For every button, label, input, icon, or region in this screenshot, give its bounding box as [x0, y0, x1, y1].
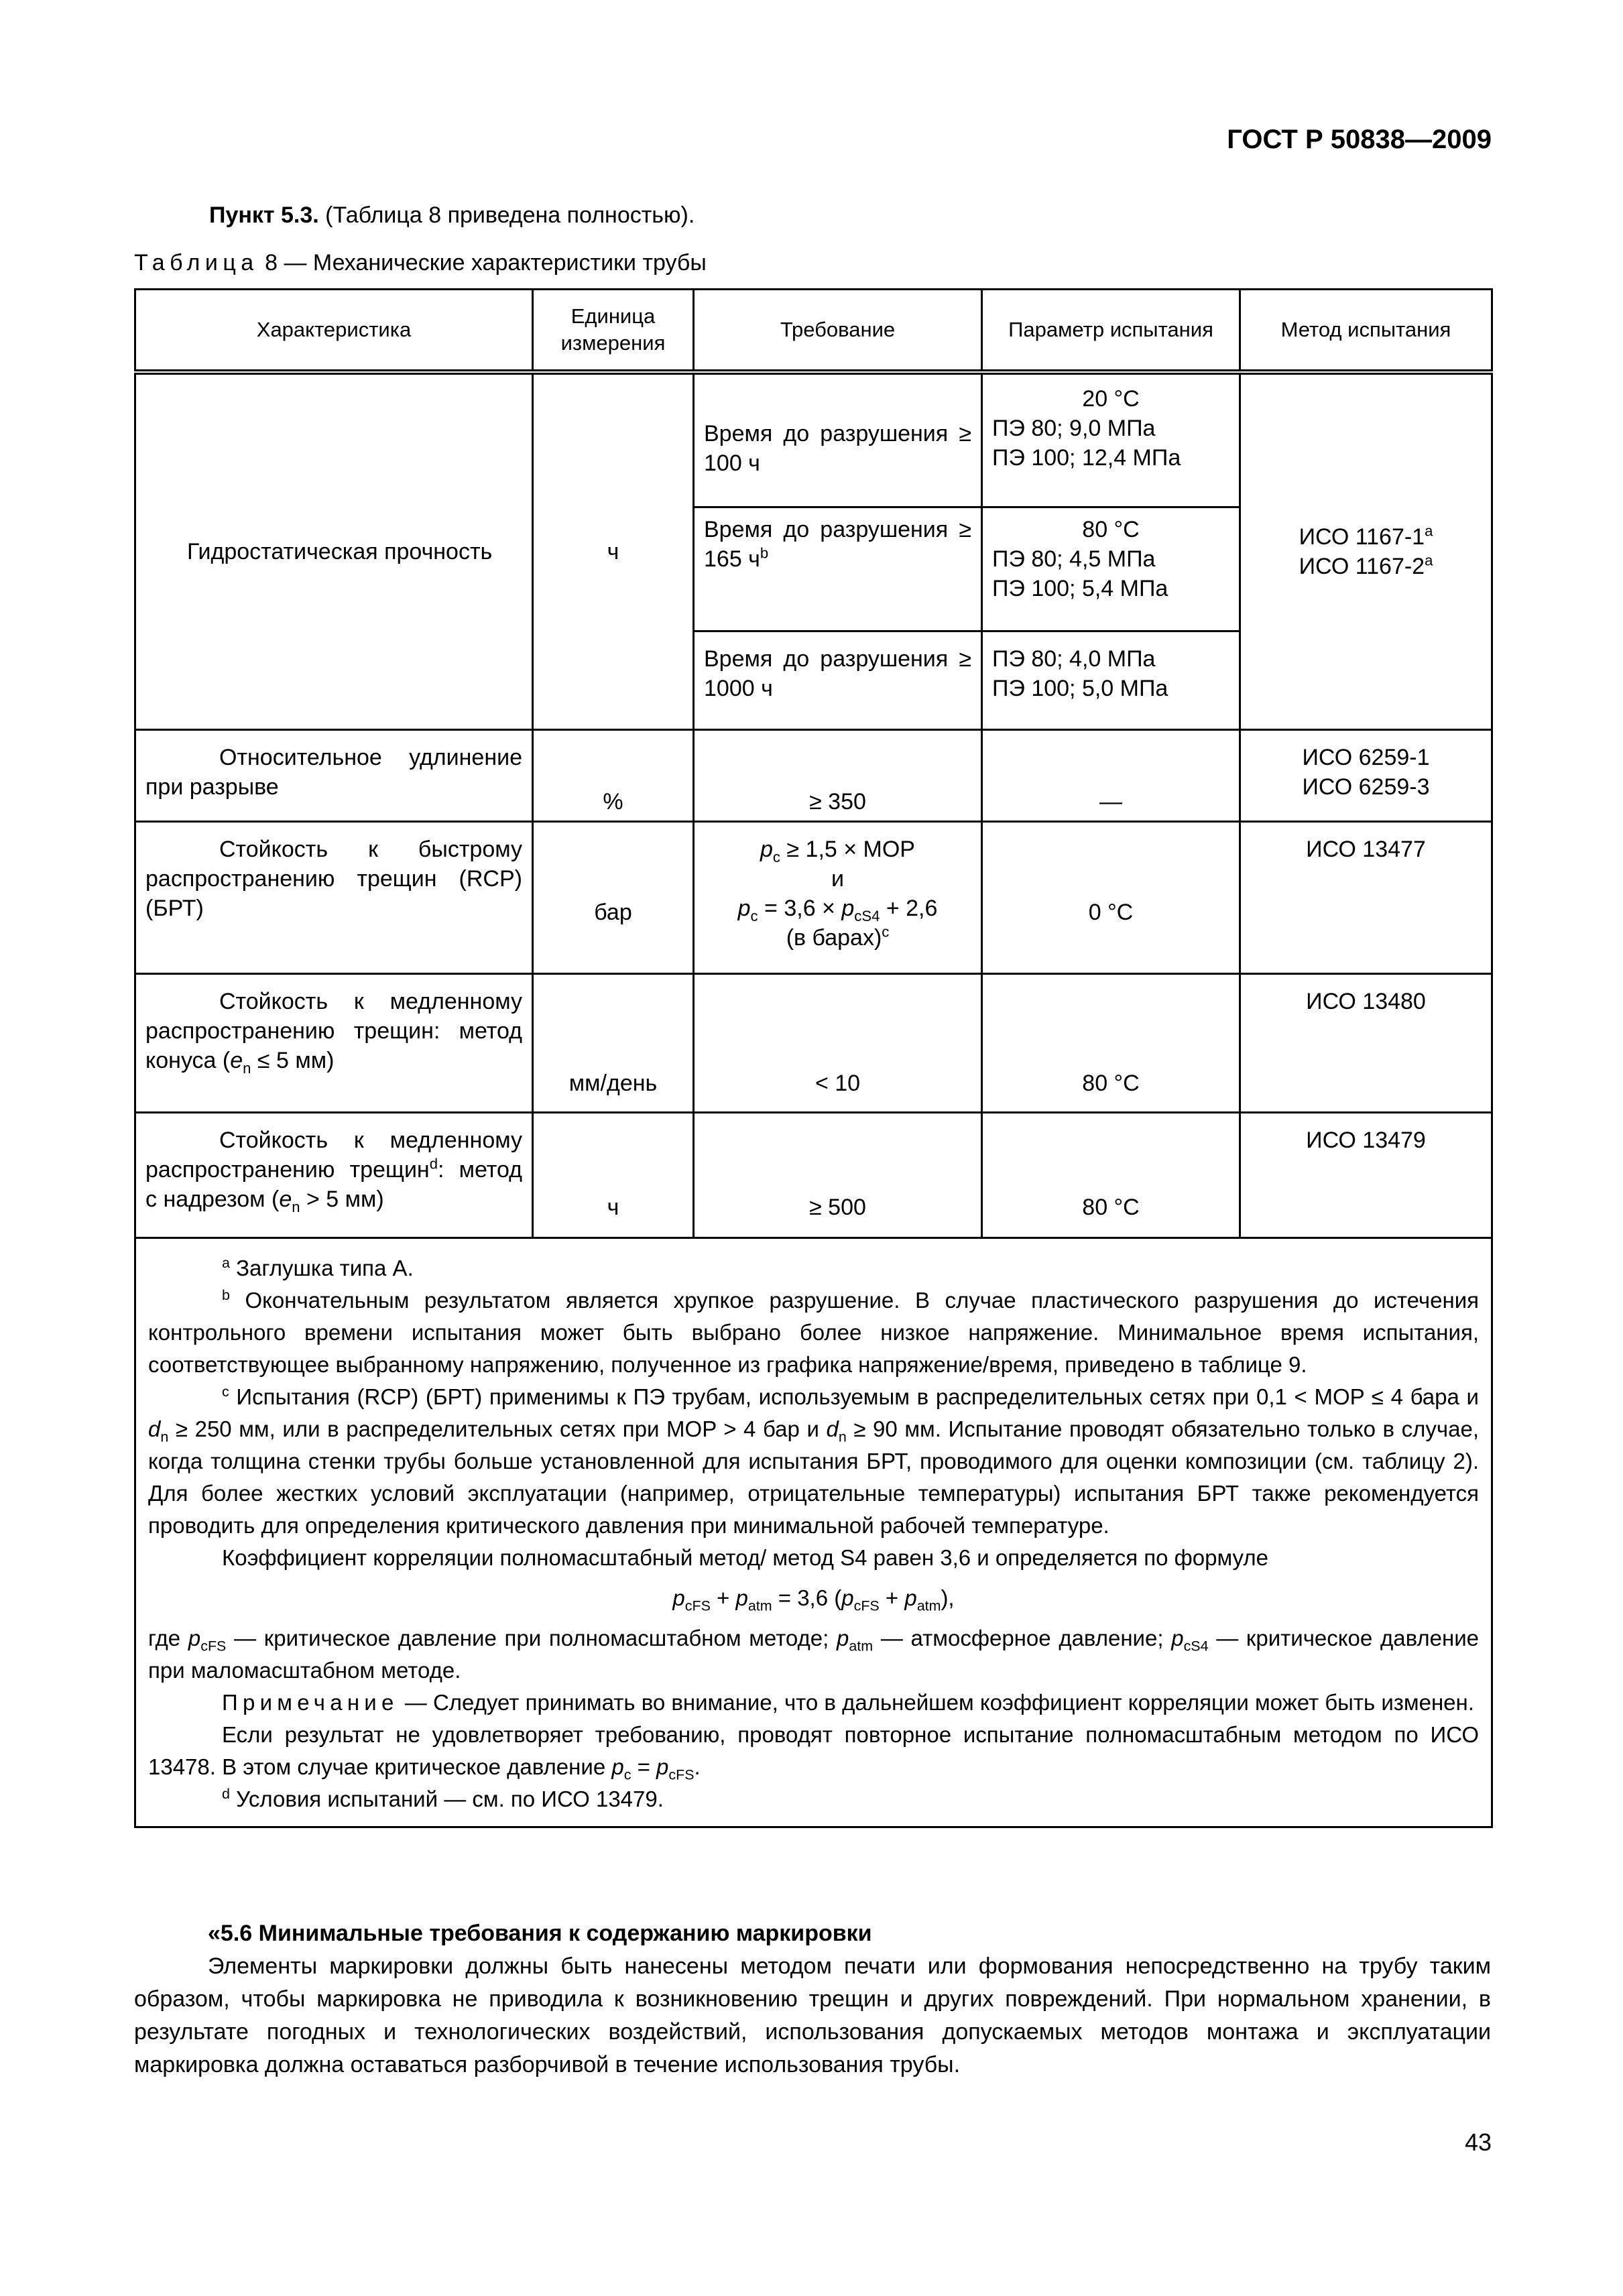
cell-slow1-req: < 10 [694, 974, 982, 1113]
table-label: Таблица [134, 250, 259, 276]
page-number: 43 [1464, 2128, 1492, 2156]
table-header-row [135, 290, 1492, 373]
cell-rcp-unit: бар [533, 822, 694, 974]
cell-slow1-unit: мм/день [533, 974, 694, 1113]
table-row [135, 372, 1492, 507]
header-characteristic: Характеристика [135, 290, 533, 373]
hydro-param-1-temp: 20 °С [1082, 386, 1140, 412]
footnote-d: $^d$ Условия испытаний — см. по ИСО 13479. [222, 1786, 664, 1811]
footnote-c-repeat: Если результат не удовлетворяет требованию, проводят повторное испытание полномасштабным методом по ИСО 13478. В этом случае критическое давление $p_c = p_{cFS}$. [148, 1722, 1479, 1783]
cell-slow2-characteristic: Стойкость к медленному распространению трещин$^d$: метод с надрезом ($e_n > 5$ мм) [135, 1113, 533, 1238]
cell-hydro-characteristic [135, 372, 533, 730]
header-requirement: Требование [694, 290, 982, 373]
table-notes-row [135, 1238, 1492, 1827]
cell-elong-req: ≥ 350 [694, 730, 982, 822]
cell-slow2-unit: ч [533, 1113, 694, 1238]
hydro-param-2-pe100: ПЭ 100; 5,4 МПа [992, 576, 1168, 601]
cell-hydro-unit: ч [533, 372, 694, 730]
table-row [135, 730, 1492, 822]
table-row [135, 974, 1492, 1113]
table-footnotes [135, 1238, 1492, 1827]
cell-slow2-method: ИСО 13479 [1240, 1113, 1492, 1238]
footnote-c-where: где $p_{cFS}$ — критическое давление при полномасштабном методе; $p_{atm}$ — атмосферное давление; $p_{cS4}$ — критическое давление при маломасштабном методе. [148, 1626, 1479, 1683]
hydro-req-1-text: Время до разрушения ≥ 100 ч [704, 421, 971, 476]
cell-slow1-method: ИСО 13480 [1240, 974, 1492, 1113]
cell-hydro-req-2: Время до разрушения ≥ 165 $ч^b$ [694, 507, 982, 631]
document-header: ГОСТ Р 50838—2009 [1227, 125, 1492, 154]
hydro-method-1: ИСО 1167-1$^a$ [1299, 522, 1433, 550]
hydro-param-1-pe100: ПЭ 100; 12,4 МПа [992, 445, 1181, 471]
section-body: Элементы маркировки должны быть нанесены методом печати или формования непосредственно на трубу таким образом, чтобы маркировка не приводила к возникновению трещин и других повреждений. При нормальном хранении, в результате погодных и технологических воздействий, использования допускаемых методов монтажа и эксплуатации маркировка должна оставаться разборчивой в течение использования трубы. [134, 1953, 1491, 2077]
hydro-method-2: ИСО 1167-2$^a$ [1299, 552, 1433, 579]
footnote-c-coefficient: Коэффициент корреляции полномасштабный метод/ метод S4 равен 3,6 и определяется по формуле [222, 1545, 1268, 1570]
hydro-param-2-pe80: ПЭ 80; 4,5 МПа [992, 546, 1156, 572]
footnote-c-formula: $p_{cFS} + p_{atm} = 3,6$ $(p_{cFS} + p_{atm})$, [672, 1585, 955, 1614]
header-unit: Единица измерения [533, 290, 694, 373]
hydro-req-2-text: Время до разрушения ≥ 165 ч [704, 517, 971, 572]
section-title: «5.6 Минимальные требования к содержанию маркировки [208, 1921, 872, 1946]
cell-elong-unit: % [533, 730, 694, 822]
intro-text: (Таблица 8 приведена полностью). [318, 202, 695, 228]
table-container [134, 288, 1491, 1828]
rcp-req-line-3: (в барах)$^c$ [786, 923, 890, 951]
hydro-param-2-temp: 80 °С [1082, 517, 1140, 542]
hydro-characteristic-text: Гидростатическая прочность [187, 539, 493, 564]
cell-slow1-param: 80 °С [982, 974, 1240, 1113]
rcp-req-and: и [831, 866, 844, 892]
header-test-method: Метод испытания [1240, 290, 1492, 373]
rcp-req-line-2: $p_c = 3,6 \times p_{cS4} + 2,6$ [737, 896, 938, 924]
footnote-c-note: Примечание — Следует принимать во внимание, что в дальнейшем коэффициент корреляции может быть изменен. [222, 1690, 1474, 1715]
cell-rcp-param: 0 °С [982, 822, 1240, 974]
cell-hydro-param-1 [982, 372, 1240, 507]
intro-line [209, 202, 695, 229]
clause-ref: Пункт 5.3. [209, 202, 319, 228]
hydro-param-1-pe80: ПЭ 80; 9,0 МПа [992, 416, 1156, 441]
table-title: 8 — Механические характеристики трубы [265, 250, 707, 276]
footnote-a: $^a$ Заглушка типа А. [222, 1255, 414, 1280]
header-test-parameter: Параметр испытания [982, 290, 1240, 373]
cell-elong-characteristic: Относительное удлинение при разрыве [135, 730, 533, 822]
hydro-param-3-pe80: ПЭ 80; 4,0 МПа [992, 646, 1156, 672]
cell-slow1-characteristic: Стойкость к медленному распространению трещин: метод конуса ($e_n \le 5$ мм) [135, 974, 533, 1113]
cell-rcp-req [694, 822, 982, 974]
cell-slow2-req: ≥ 500 [694, 1113, 982, 1238]
cell-hydro-param-2 [982, 507, 1240, 631]
cell-rcp-characteristic: Стойкость к быстрому распространению трещин (RCP) (БРТ) [135, 822, 533, 974]
footnote-b: $^b$ Окончательным результатом является хрупкое разрушение. В случае пластического разрушения до истечения контрольного времени испытания может быть выбрано более низкое напряжение. Минимальное время испытания, соответствующее выбранному напряжению, полученное из графика напряжение/время, приведено в таблице 9. [148, 1287, 1479, 1377]
section-5-6 [134, 1917, 1491, 2081]
cell-hydro-req-3 [694, 631, 982, 730]
table-row [135, 1113, 1492, 1238]
hydro-param-3-pe100: ПЭ 100; 5,0 МПа [992, 676, 1168, 701]
table-caption [134, 250, 707, 276]
cell-hydro-param-3 [982, 631, 1240, 730]
cell-hydro-method [1240, 372, 1492, 730]
rcp-req-line-1: $p_c \ge 1,5$ × MOP [760, 837, 915, 865]
cell-slow2-param: 80 °С [982, 1113, 1240, 1238]
mechanical-properties-table [134, 288, 1493, 1828]
hydro-req-3-text: Время до разрушения ≥ 1000 ч [704, 646, 971, 701]
cell-elong-param: — [982, 730, 1240, 822]
cell-rcp-method: ИСО 13477 [1240, 822, 1492, 974]
table-row [135, 822, 1492, 974]
cell-elong-method: ИСО 6259-1 ИСО 6259-3 [1240, 730, 1492, 822]
footnote-c: $^c$ Испытания (RCP) (БРТ) применимы к ПЭ трубам, используемым в распределительных сетях при 0,1 < MOP ≤ 4 бара и $d_n \ge 250$ мм, или в распределительных сетях при MOP > 4 бар и $d_n \ge 90$ мм. Испытание проводят обязательно только в случае, когда толщина стенки трубы больше установленной для испытания БРТ, проводимого для оценки композиции (см. таблицу 2). Для более жестких условий эксплуатации (например, отрицательные температуры) испытания БРТ также рекомендуется проводить для определения критического давления при минимальной рабочей температуре. [148, 1384, 1479, 1538]
cell-hydro-req-1 [694, 372, 982, 507]
